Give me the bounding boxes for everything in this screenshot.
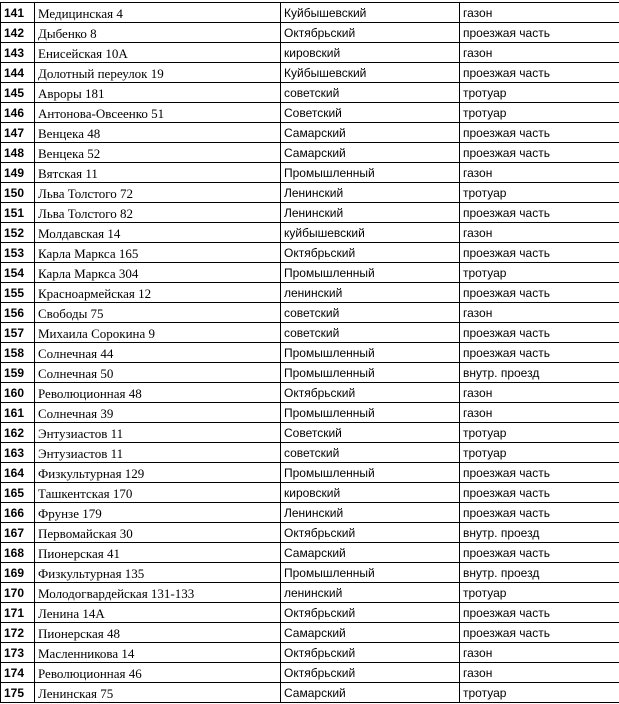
row-number-cell: 164 <box>1 463 35 483</box>
district-cell: Промышленный <box>281 263 460 283</box>
district-cell: кировский <box>281 483 460 503</box>
district-cell: Промышленный <box>281 563 460 583</box>
district-cell: Самарский <box>281 683 460 703</box>
surface-type-cell: газон <box>460 303 619 323</box>
table-row <box>1 43 619 63</box>
table-row <box>1 443 619 463</box>
district-cell: Промышленный <box>281 343 460 363</box>
table-row <box>1 123 619 143</box>
surface-type-cell: газон <box>460 3 619 23</box>
address-cell: Молодогвардейская 131-133 <box>35 583 281 603</box>
row-number-cell: 141 <box>1 3 35 23</box>
surface-type-cell: газон <box>460 383 619 403</box>
table-row <box>1 363 619 383</box>
address-cell: Солнечная 44 <box>35 343 281 363</box>
district-cell: Октябрьский <box>281 603 460 623</box>
table-row <box>1 163 619 183</box>
row-number-cell: 175 <box>1 683 35 703</box>
address-cell: Медицинская 4 <box>35 3 281 23</box>
surface-type-cell: тротуар <box>460 443 619 463</box>
district-cell: Промышленный <box>281 463 460 483</box>
row-number-cell: 144 <box>1 63 35 83</box>
district-cell: куйбышевский <box>281 223 460 243</box>
address-cell: Красноармейская 12 <box>35 283 281 303</box>
address-cell: Революционная 48 <box>35 383 281 403</box>
address-cell: Михаила Сорокина 9 <box>35 323 281 343</box>
address-cell: Физкультурная 129 <box>35 463 281 483</box>
surface-type-cell: проезжая часть <box>460 543 619 563</box>
table-row <box>1 583 619 603</box>
surface-type-cell: проезжая часть <box>460 63 619 83</box>
row-number-cell: 150 <box>1 183 35 203</box>
table-row <box>1 563 619 583</box>
district-cell: Октябрьский <box>281 383 460 403</box>
district-cell: Самарский <box>281 623 460 643</box>
district-cell: Советский <box>281 103 460 123</box>
address-cell: Революционная 46 <box>35 663 281 683</box>
surface-type-cell: проезжая часть <box>460 623 619 643</box>
table-row <box>1 683 619 703</box>
row-number-cell: 165 <box>1 483 35 503</box>
district-cell: советский <box>281 323 460 343</box>
table-row <box>1 383 619 403</box>
surface-type-cell: газон <box>460 663 619 683</box>
address-cell: Енисейская 10А <box>35 43 281 63</box>
table-row <box>1 343 619 363</box>
district-cell: Промышленный <box>281 363 460 383</box>
table-row <box>1 283 619 303</box>
row-number-cell: 156 <box>1 303 35 323</box>
table-row <box>1 63 619 83</box>
surface-type-cell: тротуар <box>460 263 619 283</box>
table-row <box>1 3 619 23</box>
surface-type-cell: внутр. проезд <box>460 563 619 583</box>
district-cell: Октябрьский <box>281 243 460 263</box>
row-number-cell: 168 <box>1 543 35 563</box>
row-number-cell: 147 <box>1 123 35 143</box>
table-row <box>1 303 619 323</box>
surface-type-cell: проезжая часть <box>460 603 619 623</box>
address-cell: Льва Толстого 82 <box>35 203 281 223</box>
surface-type-cell: проезжая часть <box>460 483 619 503</box>
table-row <box>1 103 619 123</box>
table-row <box>1 403 619 423</box>
address-cell: Венцека 52 <box>35 143 281 163</box>
address-table <box>0 2 619 703</box>
district-cell: ленинский <box>281 283 460 303</box>
district-cell: ленинский <box>281 583 460 603</box>
address-cell: Энтузиастов 11 <box>35 423 281 443</box>
row-number-cell: 142 <box>1 23 35 43</box>
surface-type-cell: проезжая часть <box>460 283 619 303</box>
address-cell: Вятская 11 <box>35 163 281 183</box>
surface-type-cell: газон <box>460 403 619 423</box>
address-cell: Ленинская 75 <box>35 683 281 703</box>
address-cell: Ленина 14А <box>35 603 281 623</box>
row-number-cell: 145 <box>1 83 35 103</box>
surface-type-cell: газон <box>460 43 619 63</box>
address-cell: Карла Маркса 165 <box>35 243 281 263</box>
surface-type-cell: внутр. проезд <box>460 363 619 383</box>
surface-type-cell: тротуар <box>460 583 619 603</box>
district-cell: Куйбышевский <box>281 63 460 83</box>
surface-type-cell: газон <box>460 643 619 663</box>
row-number-cell: 154 <box>1 263 35 283</box>
surface-type-cell: проезжая часть <box>460 243 619 263</box>
row-number-cell: 173 <box>1 643 35 663</box>
address-cell: Солнечная 39 <box>35 403 281 423</box>
district-cell: Советский <box>281 423 460 443</box>
table-row <box>1 483 619 503</box>
address-cell: Энтузиастов 11 <box>35 443 281 463</box>
table-row <box>1 603 619 623</box>
district-cell: Октябрьский <box>281 663 460 683</box>
table-row <box>1 503 619 523</box>
row-number-cell: 157 <box>1 323 35 343</box>
table-row <box>1 243 619 263</box>
surface-type-cell: проезжая часть <box>460 123 619 143</box>
row-number-cell: 163 <box>1 443 35 463</box>
address-cell: Ташкентская 170 <box>35 483 281 503</box>
district-cell: советский <box>281 443 460 463</box>
row-number-cell: 167 <box>1 523 35 543</box>
district-cell: Самарский <box>281 123 460 143</box>
table-row <box>1 223 619 243</box>
row-number-cell: 166 <box>1 503 35 523</box>
surface-type-cell: проезжая часть <box>460 343 619 363</box>
row-number-cell: 146 <box>1 103 35 123</box>
table-row <box>1 623 619 643</box>
table-row <box>1 543 619 563</box>
address-cell: Свободы 75 <box>35 303 281 323</box>
table-row <box>1 23 619 43</box>
row-number-cell: 143 <box>1 43 35 63</box>
address-cell: Венцека 48 <box>35 123 281 143</box>
row-number-cell: 153 <box>1 243 35 263</box>
table-row <box>1 643 619 663</box>
table-row <box>1 83 619 103</box>
table-row <box>1 423 619 443</box>
address-cell: Фрунзе 179 <box>35 503 281 523</box>
surface-type-cell: проезжая часть <box>460 323 619 343</box>
district-cell: Промышленный <box>281 163 460 183</box>
address-cell: Пионерская 41 <box>35 543 281 563</box>
table-row <box>1 323 619 343</box>
table-row <box>1 203 619 223</box>
district-cell: Промышленный <box>281 403 460 423</box>
surface-type-cell: проезжая часть <box>460 23 619 43</box>
address-cell: Дыбенко 8 <box>35 23 281 43</box>
surface-type-cell: внутр. проезд <box>460 523 619 543</box>
address-cell: Карла Маркса 304 <box>35 263 281 283</box>
district-cell: Ленинский <box>281 203 460 223</box>
district-cell: Куйбышевский <box>281 3 460 23</box>
table-row <box>1 263 619 283</box>
row-number-cell: 172 <box>1 623 35 643</box>
table-row <box>1 463 619 483</box>
row-number-cell: 161 <box>1 403 35 423</box>
address-cell: Антонова-Овсеенко 51 <box>35 103 281 123</box>
table-body <box>1 3 619 703</box>
address-cell: Первомайская 30 <box>35 523 281 543</box>
surface-type-cell: проезжая часть <box>460 463 619 483</box>
district-cell: Октябрьский <box>281 523 460 543</box>
surface-type-cell: проезжая часть <box>460 503 619 523</box>
row-number-cell: 152 <box>1 223 35 243</box>
surface-type-cell: проезжая часть <box>460 143 619 163</box>
row-number-cell: 159 <box>1 363 35 383</box>
row-number-cell: 155 <box>1 283 35 303</box>
row-number-cell: 162 <box>1 423 35 443</box>
district-cell: кировский <box>281 43 460 63</box>
surface-type-cell: тротуар <box>460 103 619 123</box>
district-cell: Самарский <box>281 143 460 163</box>
district-cell: советский <box>281 303 460 323</box>
table-row <box>1 143 619 163</box>
address-cell: Физкультурная 135 <box>35 563 281 583</box>
table-row <box>1 523 619 543</box>
surface-type-cell: тротуар <box>460 83 619 103</box>
address-cell: Масленникова 14 <box>35 643 281 663</box>
surface-type-cell: тротуар <box>460 683 619 703</box>
row-number-cell: 149 <box>1 163 35 183</box>
district-cell: Ленинский <box>281 503 460 523</box>
row-number-cell: 160 <box>1 383 35 403</box>
district-cell: Октябрьский <box>281 643 460 663</box>
address-cell: Долотный переулок 19 <box>35 63 281 83</box>
surface-type-cell: газон <box>460 223 619 243</box>
row-number-cell: 158 <box>1 343 35 363</box>
table-row <box>1 183 619 203</box>
table-row <box>1 663 619 683</box>
surface-type-cell: тротуар <box>460 423 619 443</box>
row-number-cell: 169 <box>1 563 35 583</box>
surface-type-cell: тротуар <box>460 183 619 203</box>
address-cell: Пионерская 48 <box>35 623 281 643</box>
row-number-cell: 170 <box>1 583 35 603</box>
district-cell: Октябрьский <box>281 23 460 43</box>
district-cell: Самарский <box>281 543 460 563</box>
surface-type-cell: газон <box>460 163 619 183</box>
address-cell: Солнечная 50 <box>35 363 281 383</box>
row-number-cell: 148 <box>1 143 35 163</box>
address-cell: Авроры 181 <box>35 83 281 103</box>
row-number-cell: 151 <box>1 203 35 223</box>
address-cell: Молдавская 14 <box>35 223 281 243</box>
surface-type-cell: проезжая часть <box>460 203 619 223</box>
row-number-cell: 174 <box>1 663 35 683</box>
address-cell: Льва Толстого 72 <box>35 183 281 203</box>
district-cell: Ленинский <box>281 183 460 203</box>
row-number-cell: 171 <box>1 603 35 623</box>
district-cell: советский <box>281 83 460 103</box>
